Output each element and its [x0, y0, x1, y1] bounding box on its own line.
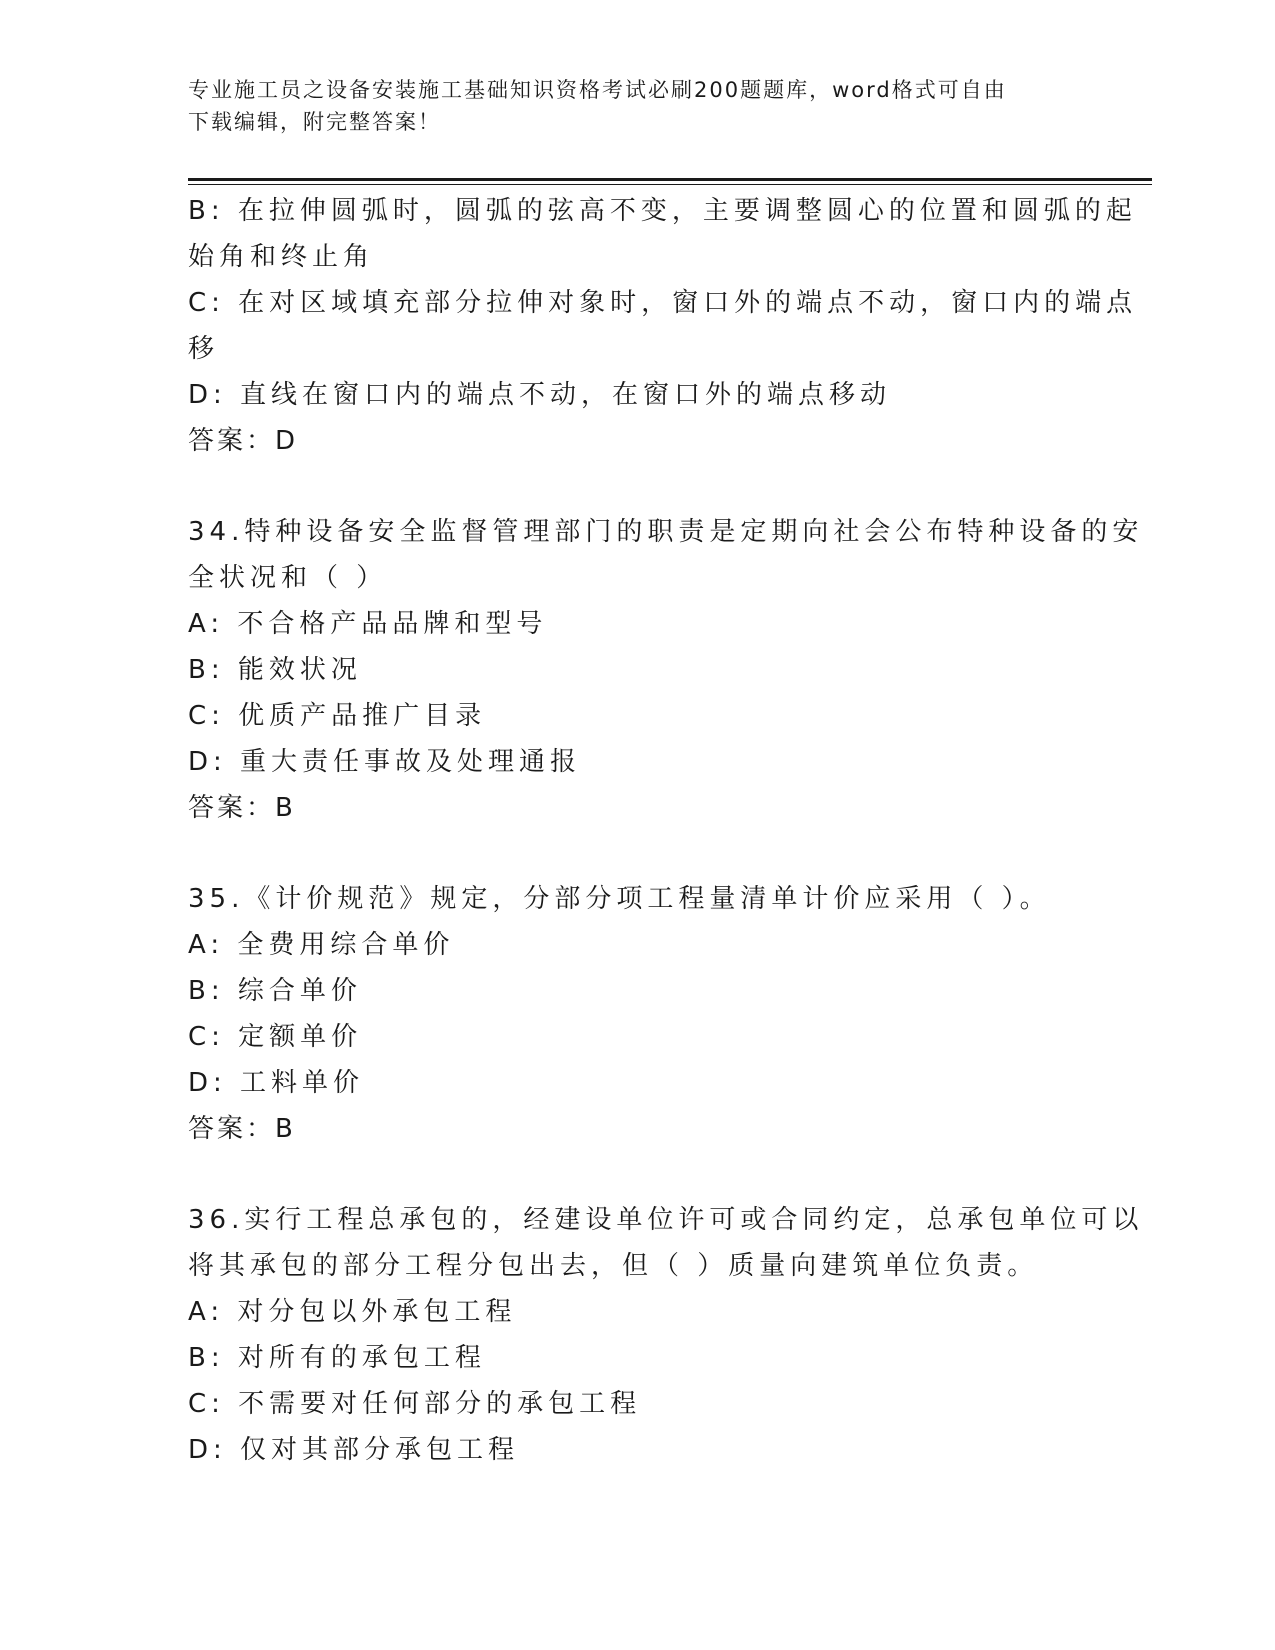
question-stem-line-2: 全状况和（ ） [188, 563, 388, 593]
option-c: C: 不需要对任何部分的承包工程 [188, 1389, 642, 1419]
spacer [188, 464, 1088, 509]
option-b-line-2: 始角和终止角 [188, 242, 375, 272]
option-a: A: 对分包以外承包工程 [188, 1297, 517, 1327]
question-stem-line-1: 36.实行工程总承包的，经建设单位许可或合同约定，总承包单位可以 [188, 1205, 1144, 1235]
option-a: A: 全费用综合单价 [188, 930, 455, 960]
header-rule-thin [188, 184, 1152, 185]
question-35 [188, 876, 1088, 1152]
answer: 答案：B [188, 1114, 296, 1144]
option-b: B: 对所有的承包工程 [188, 1343, 486, 1373]
question-36 [188, 1197, 1144, 1473]
question-stem-line-2: 将其承包的部分工程分包出去，但（ ）质量向建筑单位负责。 [188, 1251, 1039, 1281]
question-stem-line-1: 34.特种设备安全监督管理部门的职责是定期向社会公布特种设备的安 [188, 517, 1144, 547]
spacer [188, 1152, 1088, 1197]
option-c-line-1: C: 在对区域填充部分拉伸对象时，窗口外的端点不动，窗口内的端点 [188, 288, 1138, 318]
answer: 答案：B [188, 793, 296, 823]
option-a: A: 不合格产品品牌和型号 [188, 609, 548, 639]
question-list [188, 188, 1144, 1473]
option-d: D: 工料单价 [188, 1068, 365, 1098]
question-34 [188, 509, 1144, 831]
option-c-line-2: 移 [188, 334, 220, 364]
spacer [188, 831, 1088, 876]
option-d: D: 仅对其部分承包工程 [188, 1435, 520, 1465]
header-line-2: 下载编辑，附完整答案！ [188, 110, 441, 134]
answer: 答案：D [188, 426, 299, 456]
question-33-continued [188, 188, 1138, 464]
question-stem: 35.《计价规范》规定，分部分项工程量清单计价应采用（ ）。 [188, 884, 1051, 914]
option-c: C: 定额单价 [188, 1022, 363, 1052]
option-b: B: 能效状况 [188, 655, 362, 685]
header-line-1: 专业施工员之设备安装施工基础知识资格考试必刷200题题库，word格式可自由 [188, 78, 1007, 102]
option-b: B: 综合单价 [188, 976, 362, 1006]
option-c: C: 优质产品推广目录 [188, 701, 487, 731]
document-header [188, 74, 1068, 138]
header-rule-thick [188, 178, 1152, 181]
option-b-line-1: B: 在拉伸圆弧时，圆弧的弦高不变，主要调整圆心的位置和圆弧的起 [188, 196, 1137, 226]
option-d: D: 直线在窗口内的端点不动，在窗口外的端点移动 [188, 380, 892, 410]
option-d: D: 重大责任事故及处理通报 [188, 747, 582, 777]
